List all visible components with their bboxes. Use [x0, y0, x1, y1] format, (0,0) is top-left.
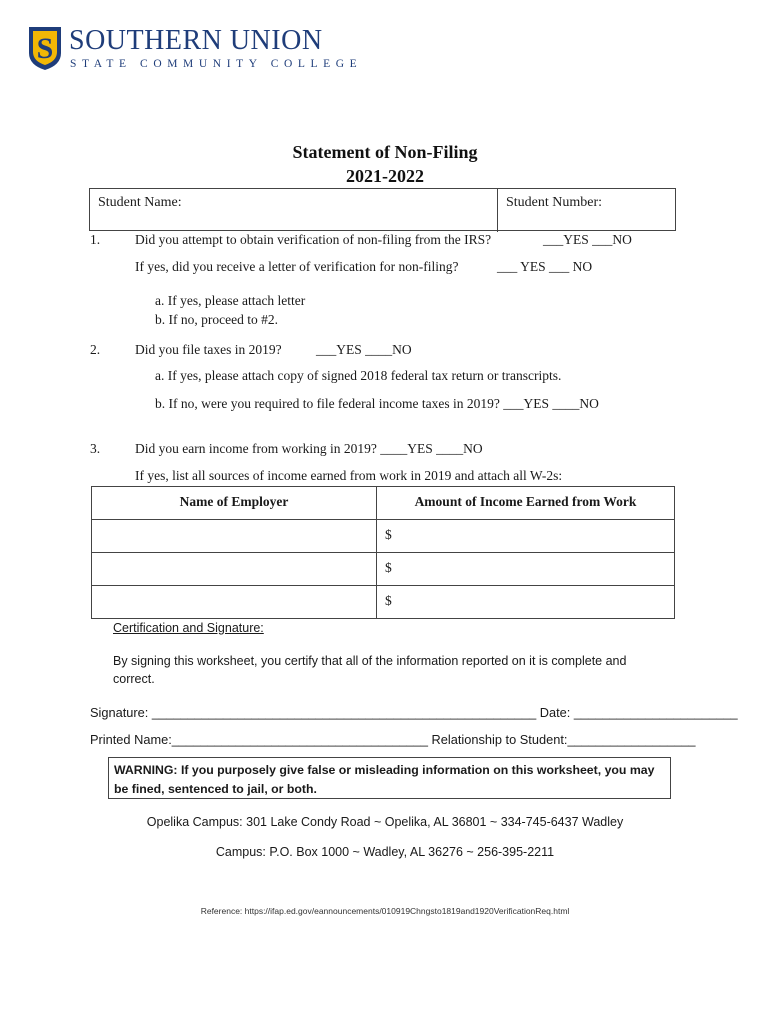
warning-box: WARNING: If you purposely give false or misleading information on this worksheet, you may be fined, sentenced to jail, or both.: [108, 757, 671, 799]
employer-cell[interactable]: [92, 520, 377, 553]
table-row: [92, 553, 675, 586]
table-row: [92, 520, 675, 553]
form-year: 2021-2022: [346, 166, 424, 186]
q1-question: Did you attempt to obtain verification of non-filing from the IRS?: [135, 232, 492, 247]
q1-followup-answer[interactable]: ___ YES ___ NO: [497, 259, 593, 274]
employer-header: Name of Employer: [92, 487, 377, 520]
q2-answer[interactable]: ___YES ____NO: [316, 342, 412, 357]
amount-cell[interactable]: $: [377, 520, 675, 553]
amount-cell[interactable]: $: [377, 586, 675, 619]
student-name-field[interactable]: Student Name:: [98, 195, 182, 210]
campus-address-line2: Campus: P.O. Box 1000 ~ Wadley, AL 36276 ~ 256-395-2211: [215, 845, 555, 859]
student-info-box: [89, 188, 676, 231]
college-name: SOUTHERN UNION: [69, 25, 323, 56]
q2-sub-a: a. If yes, please attach copy of signed 2018 federal tax return or transcripts.: [155, 368, 562, 383]
income-table: [91, 486, 675, 619]
certification-text-line2: correct.: [113, 672, 155, 686]
q3-followup: If yes, list all sources of income earned from work in 2019 and attach all W-2s:: [135, 468, 563, 483]
table-row: [92, 586, 675, 619]
q2-number: 2.: [90, 342, 101, 357]
campus-address-line1: Opelika Campus: 301 Lake Condy Road ~ Opelika, AL 36801 ~ 334-745-6437 Wadley: [146, 815, 624, 829]
q2-question: Did you file taxes in 2019?: [135, 342, 282, 357]
box-divider: [497, 189, 498, 232]
employer-cell[interactable]: [92, 586, 377, 619]
amount-cell[interactable]: $: [377, 553, 675, 586]
q1-answer[interactable]: ___YES ___NO: [543, 232, 632, 247]
q1-number: 1.: [90, 232, 101, 247]
certification-heading: Certification and Signature:: [113, 621, 264, 635]
student-number-field[interactable]: Student Number:: [506, 195, 603, 210]
q3-number: 3.: [90, 441, 101, 456]
certification-text-line1: By signing this worksheet, you certify that all of the information reported on it is complete and: [113, 654, 627, 668]
employer-cell[interactable]: [92, 553, 377, 586]
q2-sub-b[interactable]: b. If no, were you required to file federal income taxes in 2019? ___YES ____NO: [155, 396, 599, 411]
q1-sub-b: b. If no, proceed to #2.: [155, 312, 278, 327]
q1-followup: If yes, did you receive a letter of verification for non-filing?: [135, 259, 459, 274]
signature-date-line[interactable]: Signature: ______________________________________________________ Date: _______________________: [90, 705, 738, 720]
amount-header: Amount of Income Earned from Work: [377, 487, 675, 520]
shield-logo-icon: [27, 25, 63, 71]
printed-name-relationship-line[interactable]: Printed Name:____________________________________ Relationship to Student:__________________: [90, 732, 696, 747]
college-logo: [27, 25, 372, 75]
reference-link[interactable]: Reference: https://ifap.ed.gov/eannouncements/010919Chngsto1819and1920VerificationReq.html: [200, 906, 570, 916]
q1-sub-a: a. If yes, please attach letter: [155, 293, 306, 308]
college-subtitle: STATE COMMUNITY COLLEGE: [70, 58, 363, 70]
form-title: Statement of Non-Filing: [292, 142, 478, 162]
svg-text:S: S: [36, 32, 54, 65]
q3-question[interactable]: Did you earn income from working in 2019? ____YES ____NO: [135, 441, 483, 456]
income-table-header: [92, 487, 675, 520]
